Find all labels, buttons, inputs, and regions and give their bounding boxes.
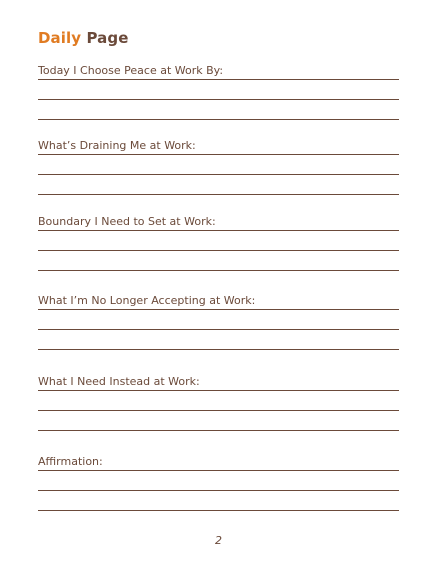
prompt-label: What I’m No Longer Accepting at Work: [38, 294, 256, 307]
writing-line [38, 510, 399, 511]
prompt-label: What’s Draining Me at Work: [38, 139, 196, 152]
prompt-section-peace [38, 64, 399, 120]
writing-line [38, 250, 399, 251]
page-title [38, 29, 129, 47]
writing-line [38, 430, 399, 431]
title-accent-word: Daily [38, 29, 82, 47]
writing-line [38, 119, 399, 120]
writing-line [38, 270, 399, 271]
prompt-section-no-longer-accepting [38, 294, 399, 350]
writing-line [38, 154, 399, 155]
writing-line [38, 79, 399, 80]
writing-line [38, 490, 399, 491]
writing-line [38, 349, 399, 350]
prompt-section-boundary [38, 215, 399, 271]
page-number: 2 [215, 534, 222, 547]
writing-line [38, 174, 399, 175]
prompt-section-draining [38, 139, 399, 195]
writing-line [38, 194, 399, 195]
prompt-label: What I Need Instead at Work: [38, 375, 200, 388]
prompt-label: Today I Choose Peace at Work By: [38, 64, 224, 77]
title-rest-word: Page [86, 29, 129, 47]
writing-line [38, 230, 399, 231]
writing-line [38, 390, 399, 391]
writing-line [38, 410, 399, 411]
writing-line [38, 329, 399, 330]
writing-line [38, 99, 399, 100]
prompt-section-need-instead [38, 375, 399, 431]
writing-line [38, 470, 399, 471]
prompt-label: Affirmation: [38, 455, 103, 468]
prompt-section-affirmation [38, 455, 399, 511]
prompt-label: Boundary I Need to Set at Work: [38, 215, 216, 228]
writing-line [38, 309, 399, 310]
